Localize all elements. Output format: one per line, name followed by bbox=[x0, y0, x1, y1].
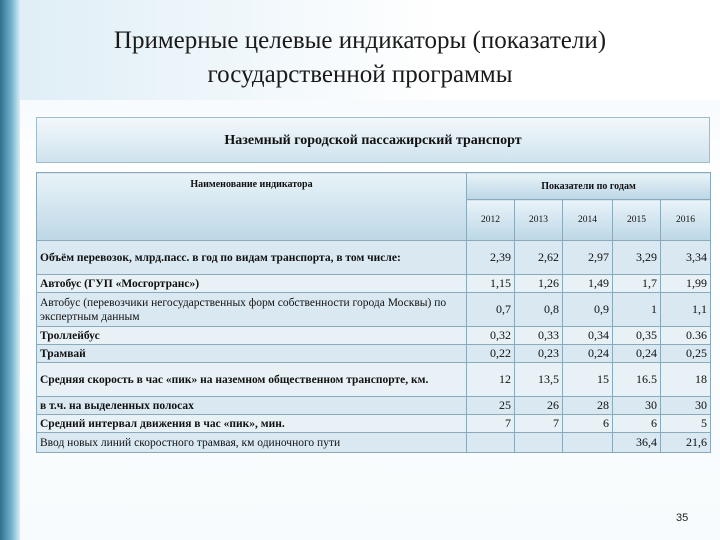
header-year: 2015 bbox=[613, 200, 661, 241]
indicator-name: Средняя скорость в час «пик» на наземном общественном транспорте, км. bbox=[37, 363, 467, 397]
section-header: Наземный городской пассажирский транспорт bbox=[36, 117, 710, 163]
header-year: 2012 bbox=[467, 200, 515, 241]
value-cell: 12 bbox=[467, 363, 515, 397]
header-year: 2016 bbox=[661, 200, 711, 241]
header-years-group: Показатели по годам bbox=[467, 173, 711, 200]
value-cell: 3,34 bbox=[661, 241, 711, 275]
indicator-name: в т.ч. на выделенных полосах bbox=[37, 397, 467, 415]
value-cell: 0,25 bbox=[661, 345, 711, 363]
table-row bbox=[37, 415, 711, 433]
indicator-name: Трамвай bbox=[37, 345, 467, 363]
value-cell: 1 bbox=[613, 293, 661, 327]
page-number: 35 bbox=[676, 512, 689, 524]
value-cell: 30 bbox=[613, 397, 661, 415]
value-cell: 1,26 bbox=[515, 275, 563, 293]
value-cell: 15 bbox=[563, 363, 613, 397]
indicator-name: Ввод новых линий скоростного трамвая, км одиночного пути bbox=[37, 433, 467, 453]
value-cell: 0,22 bbox=[467, 345, 515, 363]
table-row bbox=[37, 275, 711, 293]
indicator-name: Автобус (ГУП «Мосгортранс») bbox=[37, 275, 467, 293]
value-cell: 1,1 bbox=[661, 293, 711, 327]
table-row bbox=[37, 363, 711, 397]
indicator-name: Троллейбус bbox=[37, 327, 467, 345]
header-indicator-name: Наименование индикатора bbox=[37, 173, 467, 241]
value-cell: 5 bbox=[661, 415, 711, 433]
value-cell: 21,6 bbox=[661, 433, 711, 453]
value-cell bbox=[467, 433, 515, 453]
title-line-1: Примерные целевые индикаторы (показатели) bbox=[113, 27, 607, 54]
value-cell: 26 bbox=[515, 397, 563, 415]
value-cell: 36,4 bbox=[613, 433, 661, 453]
value-cell: 0,24 bbox=[563, 345, 613, 363]
indicators-table bbox=[36, 172, 711, 453]
table-row bbox=[37, 293, 711, 327]
value-cell: 0,32 bbox=[467, 327, 515, 345]
value-cell: 6 bbox=[563, 415, 613, 433]
table-row bbox=[37, 433, 711, 453]
value-cell: 18 bbox=[661, 363, 711, 397]
value-cell: 13,5 bbox=[515, 363, 563, 397]
value-cell bbox=[563, 433, 613, 453]
value-cell: 0.36 bbox=[661, 327, 711, 345]
value-cell: 6 bbox=[613, 415, 661, 433]
header-year: 2014 bbox=[563, 200, 613, 241]
value-cell: 16.5 bbox=[613, 363, 661, 397]
value-cell: 1,15 bbox=[467, 275, 515, 293]
value-cell: 28 bbox=[563, 397, 613, 415]
decorative-left-bar bbox=[0, 0, 20, 540]
value-cell: 2,39 bbox=[467, 241, 515, 275]
table-row bbox=[37, 241, 711, 275]
value-cell: 7 bbox=[515, 415, 563, 433]
value-cell: 0,9 bbox=[563, 293, 613, 327]
table-row bbox=[37, 327, 711, 345]
value-cell: 1,49 bbox=[563, 275, 613, 293]
indicator-name: Объём перевозок, млрд.пасс. в год по видам транспорта, в том числе: bbox=[37, 241, 467, 275]
value-cell: 0,23 bbox=[515, 345, 563, 363]
value-cell: 0,34 bbox=[563, 327, 613, 345]
value-cell: 1,7 bbox=[613, 275, 661, 293]
table-row bbox=[37, 345, 711, 363]
value-cell: 2,97 bbox=[563, 241, 613, 275]
value-cell: 0,24 bbox=[613, 345, 661, 363]
value-cell: 0,7 bbox=[467, 293, 515, 327]
value-cell: 0,35 bbox=[613, 327, 661, 345]
value-cell bbox=[515, 433, 563, 453]
value-cell: 25 bbox=[467, 397, 515, 415]
slide-title bbox=[40, 24, 680, 92]
value-cell: 3,29 bbox=[613, 241, 661, 275]
value-cell: 0,33 bbox=[515, 327, 563, 345]
value-cell: 30 bbox=[661, 397, 711, 415]
value-cell: 2,62 bbox=[515, 241, 563, 275]
indicator-name: Средний интервал движения в час «пик», мин. bbox=[37, 415, 467, 433]
header-year: 2013 bbox=[515, 200, 563, 241]
value-cell: 7 bbox=[467, 415, 515, 433]
indicator-name: Автобус (перевозчики негосударственных форм собственности города Москвы) по экспертным данным bbox=[37, 293, 467, 327]
title-line-2: государственной программы bbox=[207, 61, 513, 88]
table-row bbox=[37, 397, 711, 415]
value-cell: 0,8 bbox=[515, 293, 563, 327]
value-cell: 1,99 bbox=[661, 275, 711, 293]
